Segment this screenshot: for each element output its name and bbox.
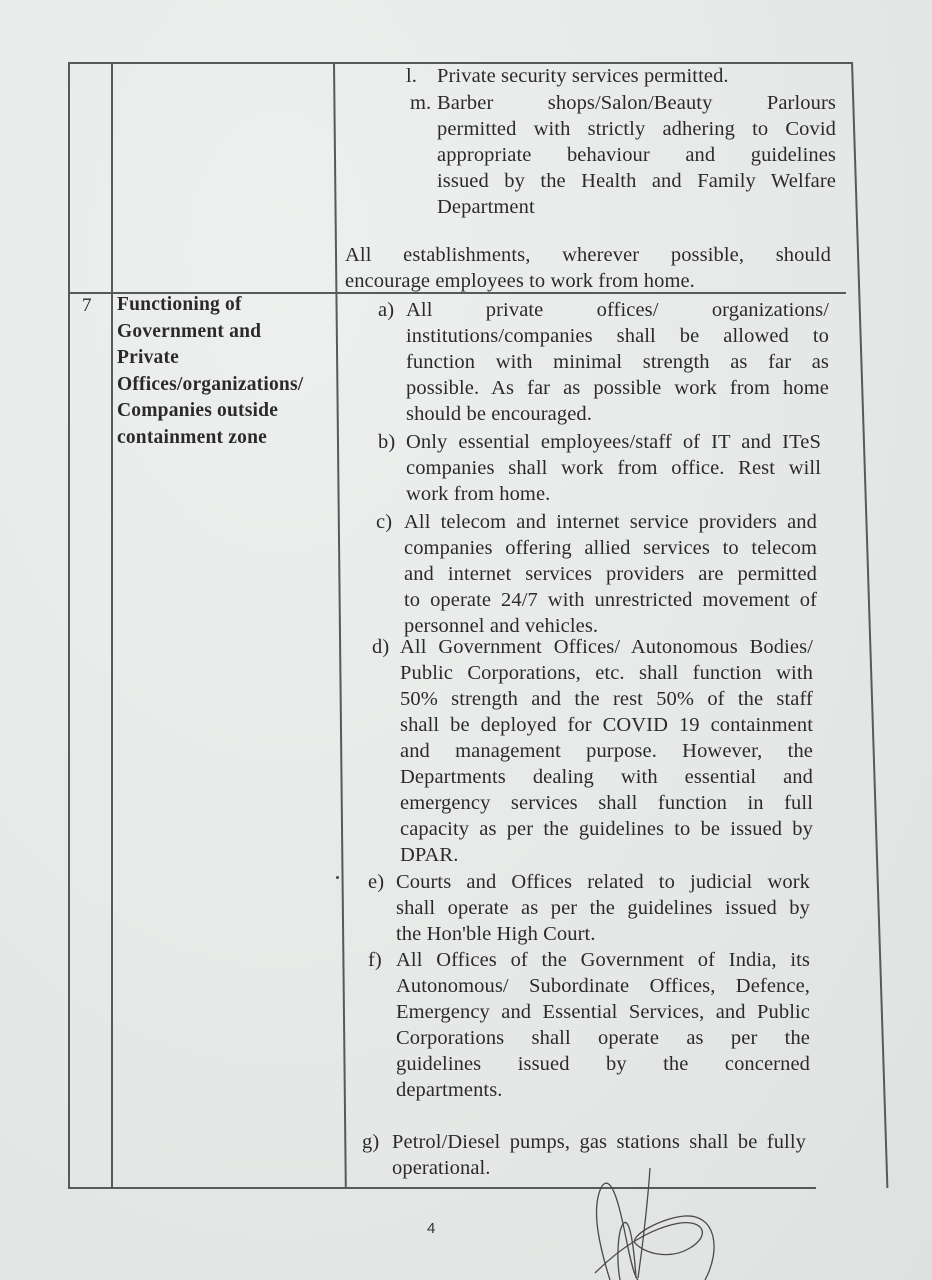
list-item-line: operational.: [392, 1157, 491, 1179]
work-from-home-note: [345, 242, 831, 294]
note-line: encourage employees to work from home.: [345, 270, 695, 292]
list-item-line: the Hon'ble High Court.: [396, 923, 596, 945]
table-column-divider-1: [111, 62, 113, 1188]
list-item-line: institutions/companies shall be allowed to: [406, 325, 829, 347]
list-item-line: should be encouraged.: [406, 403, 592, 425]
list-item-line: capacity as per the guidelines to be issued by: [400, 818, 813, 840]
list-item-line: Department: [437, 196, 535, 218]
list-item-line: DPAR.: [400, 844, 459, 866]
table-left-border: [68, 62, 70, 1188]
list-item-line: Emergency and Essential Services, and Public: [396, 1001, 810, 1023]
list-item-line: appropriate behaviour and guidelines: [437, 144, 836, 166]
list-item-line: emergency services shall function in full: [400, 792, 813, 814]
list-item-line: permitted with strictly adhering to Covid: [437, 118, 836, 140]
list-item-e: [368, 869, 810, 947]
list-item-line: shall be deployed for COVID 19 containment: [400, 714, 813, 736]
table-column-divider-2: [333, 62, 346, 1188]
list-item-line: departments.: [396, 1079, 503, 1101]
list-item-line: Corporations shall operate as per the: [396, 1027, 810, 1049]
list-item-line: Departments dealing with essential and: [400, 766, 813, 788]
heading-line: Government and: [117, 320, 262, 342]
list-item-line: All private offices/ organizations/: [406, 299, 829, 321]
list-marker: l.: [406, 65, 418, 87]
row-number: 7: [82, 295, 92, 316]
list-marker: d): [372, 636, 390, 658]
list-marker: c): [376, 511, 393, 533]
list-item-line: guidelines issued by the concerned: [396, 1053, 810, 1075]
list-item-line: Public Corporations, etc. shall function with: [400, 662, 813, 684]
list-item-line: 50% strength and the rest 50% of the staff: [400, 688, 813, 710]
heading-line: Companies outside: [117, 400, 279, 421]
list-item-line: All Offices of the Government of India, its: [396, 949, 810, 971]
table-right-border: [851, 62, 888, 1188]
list-item-line: All Government Offices/ Autonomous Bodies/: [400, 636, 813, 658]
list-item-line: and management purpose. However, the: [400, 740, 813, 762]
list-item-line: issued by the Health and Family Welfare: [437, 170, 836, 192]
list-item-f: [368, 947, 810, 1103]
list-item-line: Autonomous/ Subordinate Offices, Defence,: [396, 975, 810, 997]
list-item-line: All telecom and internet service providers and: [404, 511, 817, 533]
row-heading: [117, 292, 329, 451]
heading-line: Private: [117, 347, 180, 368]
page-number: 4: [427, 1220, 436, 1237]
list-item-line: personnel and vehicles.: [404, 615, 599, 637]
list-item-line: and internet services providers are permitted: [404, 563, 817, 585]
list-marker: m.: [410, 92, 432, 114]
heading-line: Offices/organizations/: [117, 373, 304, 395]
list-item-line: companies shall work from office. Rest will: [406, 457, 821, 479]
list-item-line: function with minimal strength as far as: [406, 351, 829, 373]
list-item-d: [372, 634, 813, 868]
list-marker: e): [368, 871, 385, 893]
list-item-g: [362, 1129, 806, 1181]
stray-mark: [336, 876, 339, 879]
list-item-line: shall operate as per the guidelines issued by: [396, 897, 810, 919]
list-item-line: to operate 24/7 with unrestricted movement of: [404, 589, 817, 611]
list-item-line: Only essential employees/staff of IT and ITeS: [406, 431, 821, 453]
list-item-a: [378, 297, 829, 427]
list-item-b: [378, 429, 821, 507]
list-item-m: [410, 90, 836, 220]
list-item-l: [406, 63, 826, 89]
list-item-line: Barber shops/Salon/Beauty Parlours: [437, 92, 836, 114]
list-item-line: companies offering allied services to telecom: [404, 537, 817, 559]
list-item-line: work from home.: [406, 483, 551, 505]
list-marker: g): [362, 1131, 380, 1153]
list-item-line: Petrol/Diesel pumps, gas stations shall be fully: [392, 1131, 806, 1153]
list-marker: b): [378, 431, 396, 453]
list-item-line: possible. As far as possible work from home: [406, 377, 829, 399]
list-marker: a): [378, 299, 395, 321]
note-line: All establishments, wherever possible, should: [345, 244, 831, 266]
list-marker: f): [368, 949, 382, 971]
list-item-line: Courts and Offices related to judicial work: [396, 871, 810, 893]
list-item-text: Private security services permitted.: [437, 65, 729, 87]
signature-icon: [590, 1168, 720, 1280]
list-item-c: [376, 509, 817, 639]
heading-line: Functioning of: [117, 294, 242, 315]
heading-line: containment zone: [117, 426, 267, 448]
